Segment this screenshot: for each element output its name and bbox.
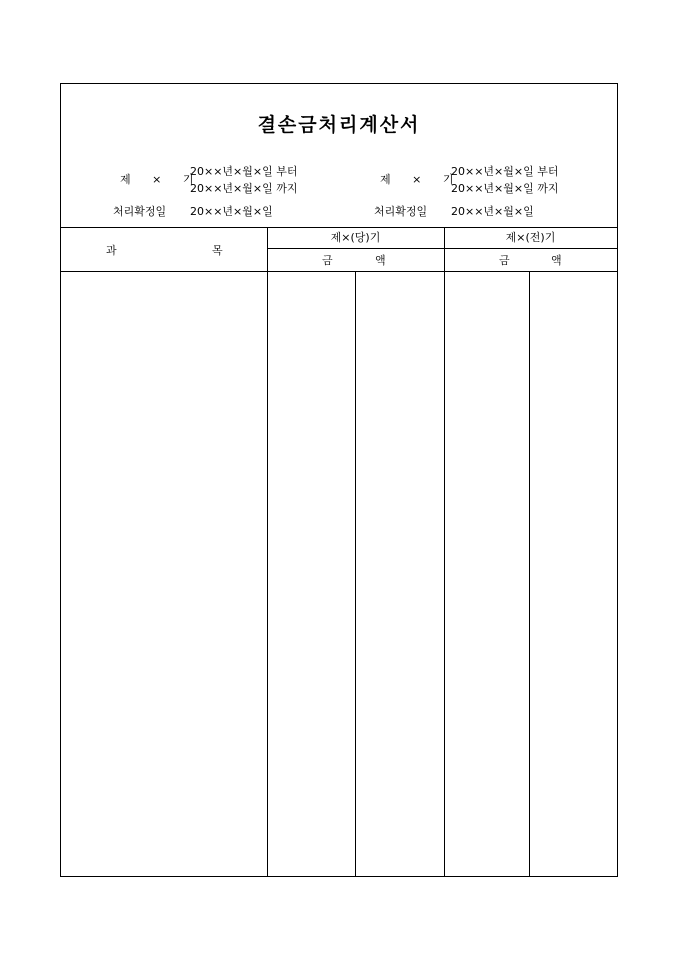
current-amount-header-left: 금	[322, 254, 333, 267]
document-title: 결손금처리계산서	[257, 114, 421, 136]
current-amount-split	[355, 271, 356, 877]
current-period-header: 제×(당)기	[330, 231, 381, 244]
previous-period-from: 20××년×월×일 부터	[451, 165, 559, 178]
subject-header-left: 과	[106, 244, 117, 257]
previous-amount-header-left: 금	[499, 254, 510, 267]
current-period-to: 20××년×월×일 까지	[190, 182, 298, 195]
current-confirm-date: 20××년×월×일	[190, 205, 273, 218]
period-column-divider	[444, 227, 445, 877]
current-period-label: 제 × 기	[120, 173, 203, 186]
previous-confirm-date: 20××년×월×일	[451, 205, 534, 218]
table-top-border	[61, 227, 617, 228]
subject-column-divider	[267, 227, 268, 877]
statement-sheet	[60, 83, 618, 877]
current-amount-header-right: 액	[375, 254, 386, 267]
previous-confirm-label: 처리확정일	[374, 205, 428, 218]
previous-period-label: 제 × 기	[380, 173, 463, 186]
previous-period-header: 제×(전)기	[505, 231, 556, 244]
previous-amount-header-right: 액	[551, 254, 562, 267]
current-period-from: 20××년×월×일 부터	[190, 165, 298, 178]
header-divider	[267, 248, 617, 249]
previous-amount-split	[529, 271, 530, 877]
subject-header-right: 목	[212, 244, 223, 257]
header-bottom-border	[61, 271, 617, 272]
previous-period-to: 20××년×월×일 까지	[451, 182, 559, 195]
current-confirm-label: 처리확정일	[113, 205, 167, 218]
